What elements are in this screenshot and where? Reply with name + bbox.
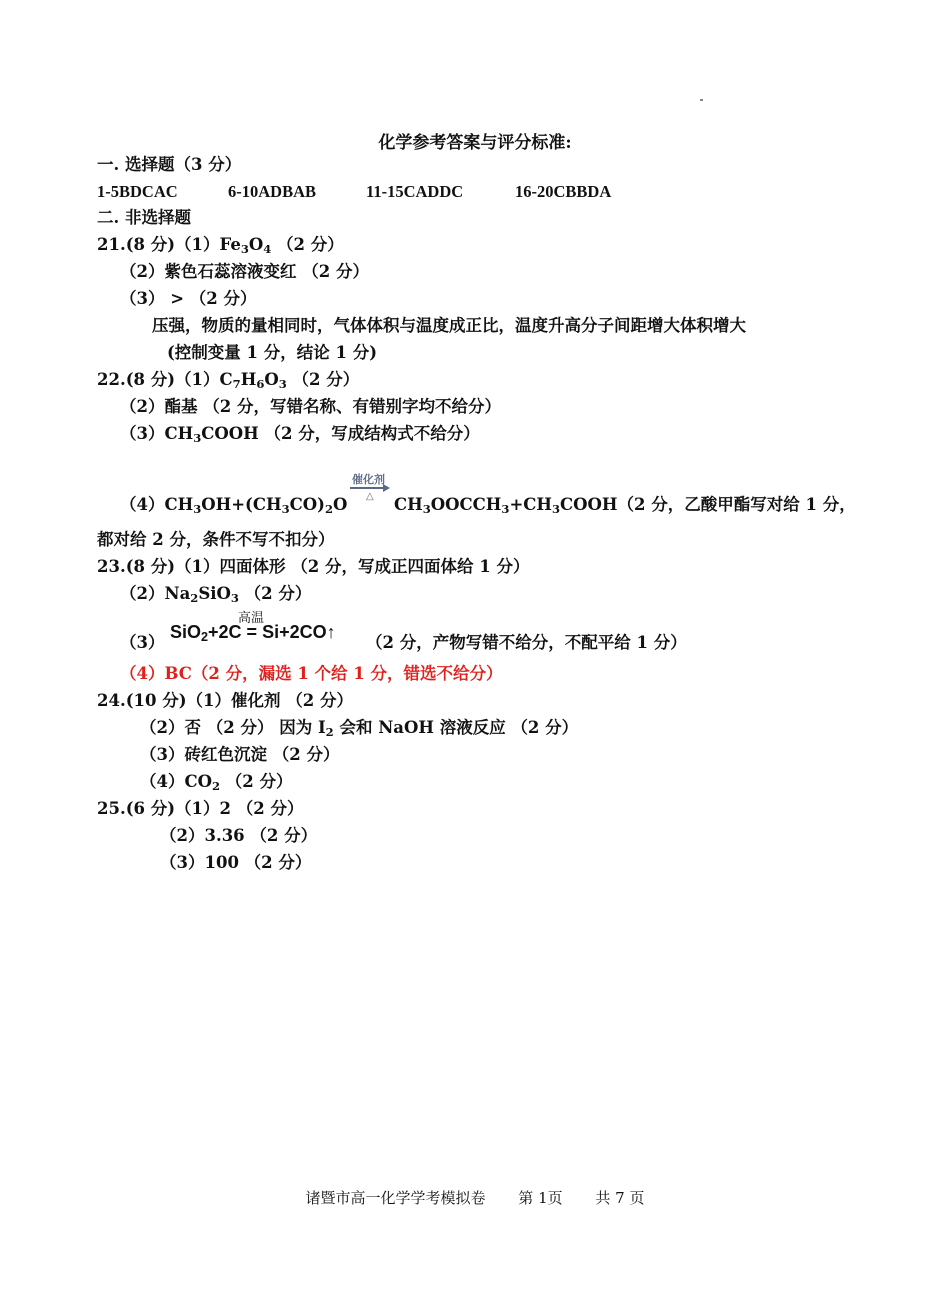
q25-part3: （3）100 （2 分） <box>160 853 312 872</box>
subscript: 3 <box>501 501 510 516</box>
q22-part4-products <box>394 494 856 516</box>
q21-part3-note: (控制变量 1 分，结论 1 分) <box>167 343 378 362</box>
subscript: 3 <box>193 430 202 445</box>
subscript: 3 <box>552 501 561 516</box>
q23-part3-score: （2 分，产物写错不给分，不配平给 1 分） <box>366 633 687 652</box>
q21-part3-reason: 压强，物质的量相同时，气体体积与温度成正比，温度升高分子间距增大体积增大 <box>152 316 746 335</box>
q22-p4-text: OOCCH <box>430 495 502 514</box>
equation-text: +2C = Si+2CO↑ <box>208 622 336 642</box>
footer-total-pages: 共 7 页 <box>595 1189 645 1207</box>
q22-p3-text: （3）CH <box>120 424 194 443</box>
reduction-equation <box>170 622 336 643</box>
page-footer <box>0 1187 950 1208</box>
q22-part3 <box>120 423 480 445</box>
q21-part1 <box>97 234 344 256</box>
speck-mark <box>700 99 703 101</box>
subscript: 3 <box>278 376 287 391</box>
q23-p2-text: （2）Na <box>120 584 191 603</box>
subscript: 4 <box>263 241 272 256</box>
subscript: 3 <box>422 501 431 516</box>
subscript: 2 <box>325 724 334 739</box>
q22-p4-text: O <box>332 495 348 514</box>
q22-p1-score: （2 分） <box>286 370 360 389</box>
q25-p1-text: （1）2 （2 分） <box>175 799 304 818</box>
q24-label: 24.(10 分) <box>97 691 187 710</box>
q22-p1-text: O <box>264 370 279 389</box>
q22-part4-continuation: 都对给 2 分，条件不写不扣分） <box>97 530 335 549</box>
q24-part1 <box>97 690 353 712</box>
footer-page-number: 第 1页 <box>518 1189 563 1207</box>
q21-part3: （3） > （2 分） <box>120 289 257 308</box>
q22-p4-text: OH+(CH <box>201 495 282 514</box>
q25-label: 25.(6 分) <box>97 799 176 818</box>
equation-text: SiO <box>170 622 202 642</box>
heat-delta-icon: △ <box>366 491 374 502</box>
subscript: 2 <box>190 590 199 605</box>
q24-p4-text: （2 分） <box>220 772 293 791</box>
subscript: 2 <box>212 778 221 793</box>
subscript: 2 <box>201 630 209 645</box>
q21-p1-text: O <box>248 235 264 254</box>
q22-part4-reactants <box>120 494 347 516</box>
q24-p2-text: （2）否 （2 分） 因为 I <box>140 718 326 737</box>
q23-p2-text: SiO <box>198 584 231 603</box>
q22-p4-text: COOH（2 分，乙酸甲酯写对给 1 分， <box>560 495 856 514</box>
q23-part4-highlighted: （4）BC（2 分，漏选 1 个给 1 分，错选不给分） <box>120 664 503 683</box>
q24-part3: （3）砖红色沉淀 （2 分） <box>140 745 340 764</box>
subscript: 3 <box>240 241 249 256</box>
q22-p4-text: +CH <box>509 495 552 514</box>
reaction-arrow-icon <box>350 487 388 489</box>
q22-p1-text: H <box>240 370 257 389</box>
subscript: 7 <box>232 376 241 391</box>
q22-label: 22.(8 分) <box>97 370 176 389</box>
q23-part1 <box>97 556 529 578</box>
q24-part4 <box>140 771 293 793</box>
subscript: 6 <box>256 376 265 391</box>
mc-group-3: 11-15CADDC <box>366 182 464 201</box>
q24-part2 <box>140 717 578 739</box>
high-temp-condition: 高温 <box>238 611 265 626</box>
q22-p4-text: （4）CH <box>120 495 194 514</box>
mc-group-1: 1-5BDCAC <box>97 182 178 201</box>
section1-heading: 一. 选择题（3 分） <box>97 155 242 174</box>
footer-exam-name: 诸暨市高一化学学考模拟卷 <box>305 1189 486 1207</box>
q25-part1 <box>97 798 303 820</box>
q22-p4-text: CH <box>394 495 423 514</box>
q25-part2: （2）3.36 （2 分） <box>160 826 318 845</box>
q21-p1-text: （1）Fe <box>175 235 241 254</box>
section2-heading: 二. 非选择题 <box>97 208 191 227</box>
q23-part2 <box>120 583 311 605</box>
q21-part2: （2）紫色石蕊溶液变红 （2 分） <box>120 262 369 281</box>
q21-p1-score: （2 分） <box>271 235 344 254</box>
mc-group-4: 16-20CBBDA <box>515 182 612 201</box>
q21-label: 21.(8 分) <box>97 235 176 254</box>
q22-part1 <box>97 369 359 391</box>
q22-part2: （2）酯基 （2 分，写错名称、有错别字均不给分） <box>120 397 501 416</box>
subscript: 3 <box>193 501 202 516</box>
q23-part3-label: （3） <box>120 633 165 652</box>
q24-p1-text: （1）催化剂 （2 分） <box>186 691 353 710</box>
q24-p4-text: （4）CO <box>140 772 212 791</box>
subscript: 3 <box>230 590 239 605</box>
q22-p3-text: COOH （2 分，写成结构式不给分） <box>201 424 480 443</box>
subscript: 2 <box>324 501 333 516</box>
q23-p2-score: （2 分） <box>238 584 312 603</box>
mc-group-2: 6-10ADBAB <box>228 182 317 201</box>
q23-label: 23.(8 分) <box>97 557 176 576</box>
q22-p4-text: CO) <box>289 495 325 514</box>
page-title: 化学参考答案与评分标准: <box>378 133 572 153</box>
subscript: 3 <box>281 501 290 516</box>
q24-p2-text: 会和 NaOH 溶液反应 （2 分） <box>333 718 579 737</box>
catalyst-label: 催化剂 <box>352 473 385 486</box>
q23-p1-text: （1）四面体形 （2 分，写成正四面体给 1 分） <box>175 557 530 576</box>
q22-p1-text: （1）C <box>175 370 233 389</box>
